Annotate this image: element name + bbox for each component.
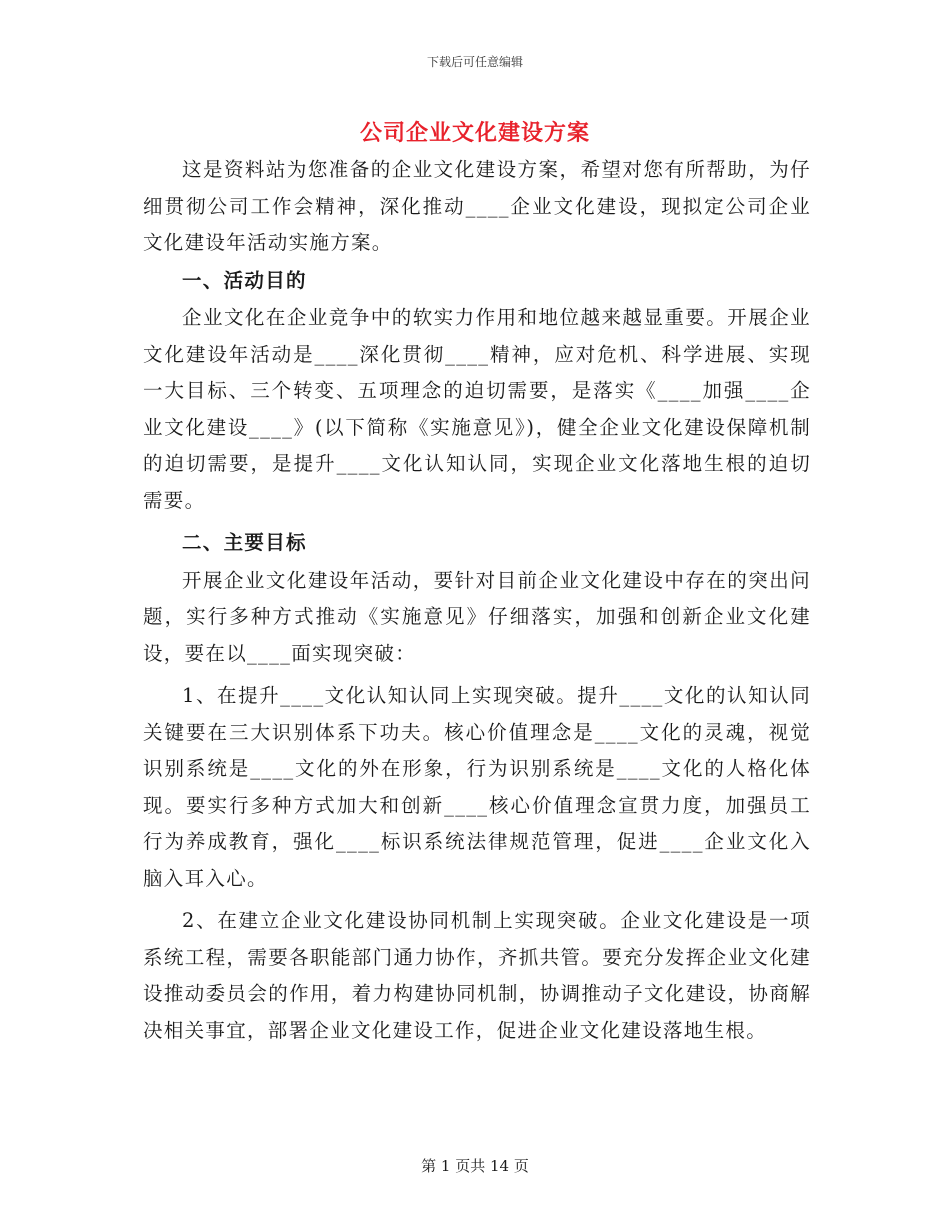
purpose-paragraph: 企业文化在企业竞争中的软实力作用和地位越来越显重要。开展企业文化建设年活动是____深化贯彻____精神，应对危机、科学进展、实现一大目标、三个转变、五项理念的迫切需要，是落实《____加强____企业文化建设____》(以下简称《实施意见》)，健全企业文化建设保障机制的迫切需要，是提升____文化认知认同，实现企业文化落地生根的迫切需要。: [143, 306, 811, 512]
document-title: 公司企业文化建设方案: [359, 120, 590, 146]
section-heading-purpose: 一、活动目的: [182, 268, 307, 292]
section-heading-goals: 二、主要目标: [182, 531, 307, 554]
goals-paragraph: 开展企业文化建设年活动，要针对目前企业文化建设中存在的突出问题，实行多种方式推动《实施意见》仔细落实，加强和创新企业文化建设，要在以____面实现突破：: [143, 568, 811, 665]
page-number-footer: 第 1 页共 14 页: [421, 1157, 529, 1175]
page-header-note: 下载后可任意编辑: [426, 55, 523, 69]
intro-paragraph: 这是资料站为您准备的企业文化建设方案，希望对您有所帮助，为仔细贯彻公司工作会精神，深化推动____企业文化建设，现拟定公司企业文化建设年活动实施方案。: [143, 158, 811, 254]
goal-item-1: 1、在提升____文化认知认同上实现突破。提升____文化的认知认同关键要在三大识别体系下功夫。核心价值理念是____文化的灵魂，视觉识别系统是____文化的外在形象，行为识别系统是____文化的人格化体现。要实行多种方式加大和创新____核心价值理念宣贯力度，加强员工行为养成教育，强化____标识系统法律规范管理，促进____企业文化入脑入耳入心。: [143, 684, 811, 890]
document-body: [143, 152, 811, 1049]
goal-item-2: 2、在建立企业文化建设协同机制上实现突破。企业文化建设是一项系统工程，需要各职能部门通力协作，齐抓共管。要充分发挥企业文化建设推动委员会的作用，着力构建协同机制，协调推动子文化建设，协商解决相关事宜，部署企业文化建设工作，促进企业文化建设落地生根。: [143, 909, 811, 1042]
